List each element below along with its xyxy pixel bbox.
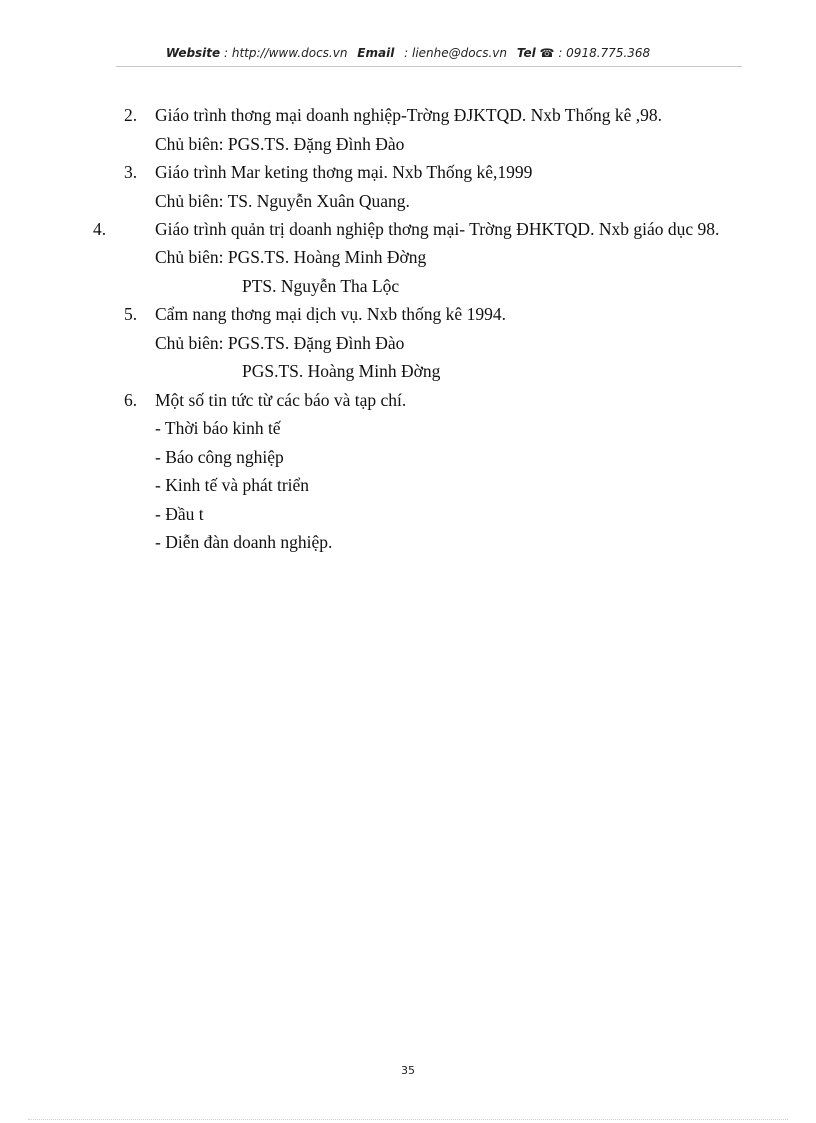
list-item: [124, 300, 728, 329]
item-editor-2: PTS. Nguyễn Tha Lộc: [242, 275, 400, 296]
page-header: [0, 46, 816, 60]
email-value[interactable]: : lienhe@docs.vn: [404, 46, 507, 60]
news-item: - Diễn đàn doanh nghiệp.: [155, 532, 333, 552]
phone-icon: ☎: [539, 46, 555, 60]
item-number: 5.: [124, 304, 138, 324]
reference-list: [93, 101, 728, 557]
item-number: 3.: [124, 162, 138, 182]
list-item: [124, 158, 728, 187]
item-title: Cẩm nang thơng mại dịch vụ. Nxb thống kê 1994.: [155, 304, 506, 324]
email-label: Email: [357, 46, 395, 60]
list-item: [124, 101, 728, 130]
item-editor: Chủ biên: TS. Nguyễn Xuân Quang.: [155, 190, 410, 211]
item-title: Giáo trình quản trị doanh nghiệp thơng mại- Trờng ĐHKTQD. Nxb giáo dục 98.: [155, 219, 720, 239]
news-item: - Báo công nghiệp: [155, 446, 284, 467]
item-number: 4.: [93, 219, 107, 239]
tel-label: Tel: [516, 46, 536, 60]
list-item: [93, 215, 728, 243]
news-item: - Đầu t: [155, 503, 204, 524]
item-title: Một số tin tức từ các báo và tạp chí.: [155, 389, 407, 410]
news-item: - Kinh tế và phát triển: [155, 475, 310, 495]
item-title: Giáo trình thơng mại doanh nghiệp-Trờng ĐJKTQD. Nxb Thống kê ,98.: [155, 105, 663, 125]
website-label: Website: [165, 46, 221, 60]
item-editor-2: PGS.TS. Hoàng Minh Đờng: [242, 361, 441, 381]
website-value[interactable]: : http://www.docs.vn: [224, 46, 348, 60]
item-editor: Chủ biên: PGS.TS. Đặng Đình Đào: [155, 332, 405, 353]
item-number: 6.: [124, 389, 138, 410]
item-editor: Chủ biên: PGS.TS. Hoàng Minh Đờng: [155, 247, 427, 267]
header-divider: [116, 66, 742, 67]
tel-value: : 0918.775.368: [558, 46, 651, 60]
item-title: Giáo trình Mar keting thơng mại. Nxb Thống kê,1999: [155, 162, 533, 182]
item-editor: Chủ biên: PGS.TS. Đặng Đình Đào: [155, 133, 405, 154]
footer-divider: [28, 1119, 788, 1120]
item-number: 2.: [124, 105, 138, 125]
page-number: 35: [401, 1064, 415, 1077]
list-item: [124, 386, 728, 415]
news-item: - Thời báo kinh tế: [155, 418, 281, 438]
